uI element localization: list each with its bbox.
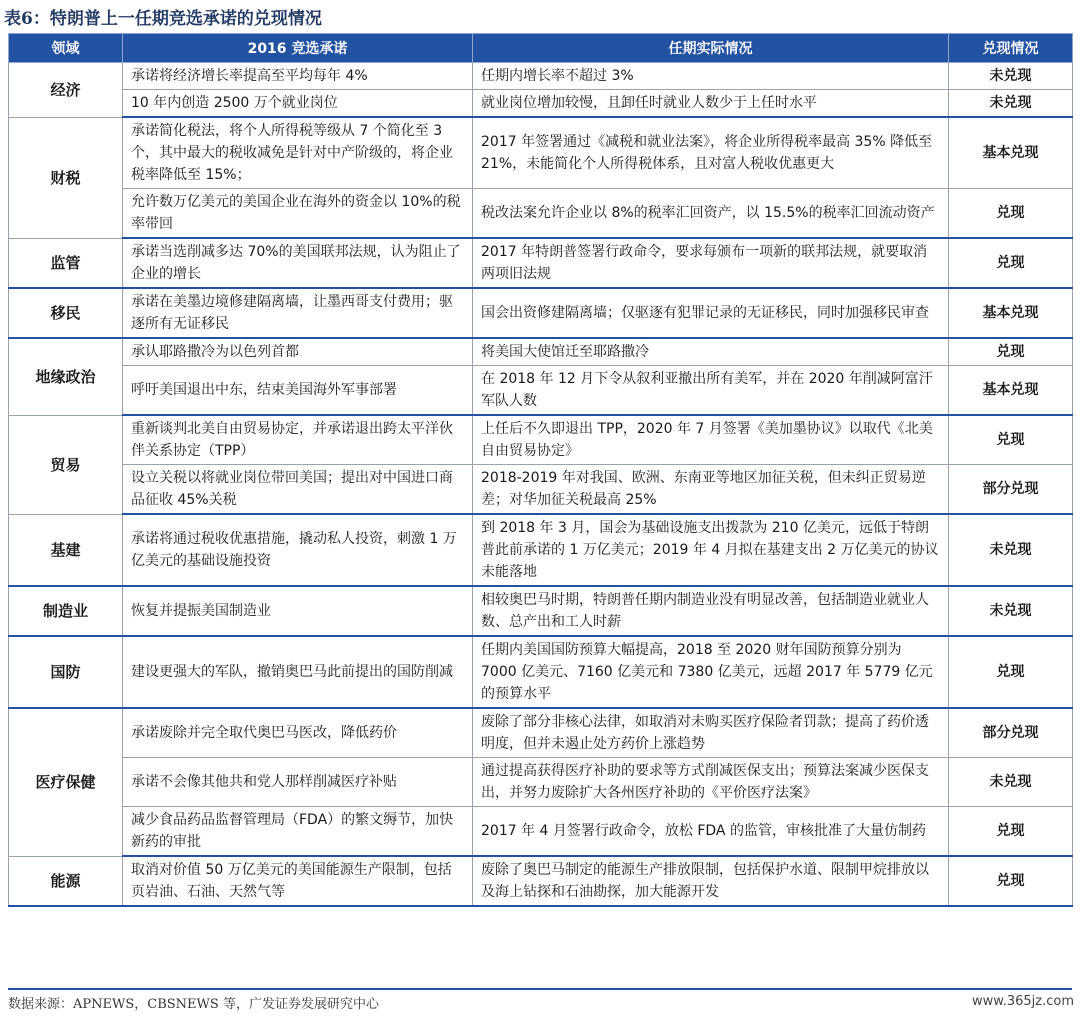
actual-cell: 2017 年 4 月签署行政命令，放松 FDA 的监管，审核批准了大量仿制药 (473, 807, 949, 857)
bottom-rule (8, 988, 1072, 990)
actual-cell: 废除了部分非核心法律，如取消对未购买医疗保险者罚款；提高了药价透明度，但并未遏止处方药价上涨趋势 (473, 708, 949, 758)
actual-cell: 到 2018 年 3 月，国会为基础设施支出拨款为 210 亿美元，远低于特朗普此前承诺的 1 万亿美元；2019 年 4 月拟在基建支出 2 万亿美元的协议未能落地 (473, 514, 949, 586)
table-row (9, 807, 1073, 857)
actual-cell: 就业岗位增加较慢，且卸任时就业人数少于上任时水平 (473, 90, 949, 118)
status-cell: 兑现 (949, 338, 1073, 366)
status-cell: 未兑现 (949, 586, 1073, 636)
header-status: 兑现情况 (949, 34, 1073, 63)
table-row (9, 586, 1073, 636)
domain-cell: 监管 (9, 238, 123, 288)
promise-cell: 呼吁美国退出中东，结束美国海外军事部署 (123, 366, 473, 416)
table-row (9, 465, 1073, 515)
domain-cell: 基建 (9, 514, 123, 586)
header-actual: 任期实际情况 (473, 34, 949, 63)
actual-cell: 任期内增长率不超过 3% (473, 63, 949, 90)
domain-cell: 国防 (9, 636, 123, 708)
promise-cell: 承认耶路撒冷为以色列首都 (123, 338, 473, 366)
table-row (9, 758, 1073, 807)
actual-cell: 2017 年特朗普签署行政命令，要求每颁布一项新的联邦法规，就要取消两项旧法规 (473, 238, 949, 288)
status-cell: 兑现 (949, 807, 1073, 857)
actual-cell: 2018-2019 年对我国、欧洲、东南亚等地区加征关税，但未纠正贸易逆差；对华加征关税最高 25% (473, 465, 949, 515)
status-cell: 基本兑现 (949, 366, 1073, 416)
promise-cell: 承诺简化税法，将个人所得税等级从 7 个简化至 3 个，其中最大的税收减免是针对中产阶级的，将企业税率降低至 15%； (123, 117, 473, 189)
status-cell: 兑现 (949, 189, 1073, 239)
promise-cell: 承诺不会像其他共和党人那样削减医疗补贴 (123, 758, 473, 807)
table-header-row (9, 34, 1073, 63)
table-row (9, 117, 1073, 189)
actual-cell: 在 2018 年 12 月下令从叙利亚撤出所有美军，并在 2020 年削减阿富汗军队人数 (473, 366, 949, 416)
status-cell: 兑现 (949, 636, 1073, 708)
actual-cell: 国会出资修建隔离墙；仅驱逐有犯罪记录的无证移民，同时加强移民审查 (473, 288, 949, 338)
table-title: 表6：特朗普上一任期竞选承诺的兑现情况 (4, 9, 322, 29)
status-cell: 未兑现 (949, 90, 1073, 118)
table-row (9, 636, 1073, 708)
source-note: 数据来源：APNEWS，CBSNEWS 等，广发证券发展研究中心 (8, 997, 379, 1012)
promise-cell: 10 年内创造 2500 万个就业岗位 (123, 90, 473, 118)
promise-cell: 承诺将经济增长率提高至平均每年 4% (123, 63, 473, 90)
domain-cell: 移民 (9, 288, 123, 338)
promise-cell: 取消对价值 50 万亿美元的美国能源生产限制，包括页岩油、石油、天然气等 (123, 856, 473, 906)
actual-cell: 相较奥巴马时期，特朗普任期内制造业没有明显改善，包括制造业就业人数、总产出和工人时薪 (473, 586, 949, 636)
commitment-table (8, 33, 1073, 907)
table-body (9, 63, 1073, 907)
status-cell: 兑现 (949, 238, 1073, 288)
domain-cell: 财税 (9, 117, 123, 238)
status-cell: 部分兑现 (949, 708, 1073, 758)
status-cell: 未兑现 (949, 514, 1073, 586)
actual-cell: 税改法案允许企业以 8%的税率汇回资产，以 15.5%的税率汇回流动资产 (473, 189, 949, 239)
domain-cell: 能源 (9, 856, 123, 906)
promise-cell: 恢复并提振美国制造业 (123, 586, 473, 636)
actual-cell: 通过提高获得医疗补助的要求等方式削减医保支出；预算法案减少医保支出，并努力废除扩大各州医疗补助的《平价医疗法案》 (473, 758, 949, 807)
actual-cell: 废除了奥巴马制定的能源生产排放限制，包括保护水道、限制甲烷排放以及海上钻探和石油勘探，加大能源开发 (473, 856, 949, 906)
domain-cell: 制造业 (9, 586, 123, 636)
domain-cell: 贸易 (9, 415, 123, 514)
actual-cell: 上任后不久即退出 TPP，2020 年 7 月签署《美加墨协议》以取代《北美自由贸易协定》 (473, 415, 949, 465)
status-cell: 基本兑现 (949, 117, 1073, 189)
domain-cell: 地缘政治 (9, 338, 123, 415)
table-row (9, 90, 1073, 118)
actual-cell: 将美国大使馆迁至耶路撒冷 (473, 338, 949, 366)
table-row (9, 338, 1073, 366)
status-cell: 部分兑现 (949, 465, 1073, 515)
table-row (9, 288, 1073, 338)
table-row (9, 63, 1073, 90)
promise-cell: 重新谈判北美自由贸易协定，并承诺退出跨太平洋伙伴关系协定（TPP） (123, 415, 473, 465)
promise-cell: 减少食品药品监督管理局（FDA）的繁文缛节，加快新药的审批 (123, 807, 473, 857)
table-row (9, 238, 1073, 288)
watermark-text: www.365jz.com (972, 994, 1074, 1009)
header-domain: 领域 (9, 34, 123, 63)
domain-cell: 医疗保健 (9, 708, 123, 856)
commitment-table-container (8, 33, 1072, 907)
status-cell: 基本兑现 (949, 288, 1073, 338)
promise-cell: 承诺当选削减多达 70%的美国联邦法规，认为阻止了企业的增长 (123, 238, 473, 288)
status-cell: 未兑现 (949, 63, 1073, 90)
promise-cell: 承诺在美墨边境修建隔离墙，让墨西哥支付费用；驱逐所有无证移民 (123, 288, 473, 338)
table-row (9, 189, 1073, 239)
status-cell: 兑现 (949, 415, 1073, 465)
status-cell: 兑现 (949, 856, 1073, 906)
table-row (9, 514, 1073, 586)
header-promise: 2016 竞选承诺 (123, 34, 473, 63)
table-row (9, 366, 1073, 416)
table-row (9, 856, 1073, 906)
promise-cell: 承诺废除并完全取代奥巴马医改，降低药价 (123, 708, 473, 758)
table-row (9, 708, 1073, 758)
actual-cell: 任期内美国国防预算大幅提高，2018 至 2020 财年国防预算分别为 7000 亿美元、7160 亿美元和 7380 亿美元，远超 2017 年 5779 亿元的预算水平 (473, 636, 949, 708)
promise-cell: 允许数万亿美元的美国企业在海外的资金以 10%的税率带回 (123, 189, 473, 239)
promise-cell: 承诺将通过税收优惠措施，撬动私人投资，刺激 1 万亿美元的基础设施投资 (123, 514, 473, 586)
table-row (9, 415, 1073, 465)
promise-cell: 设立关税以将就业岗位带回美国；提出对中国进口商品征收 45%关税 (123, 465, 473, 515)
promise-cell: 建设更强大的军队，撤销奥巴马此前提出的国防削减 (123, 636, 473, 708)
actual-cell: 2017 年签署通过《减税和就业法案》，将企业所得税率最高 35% 降低至 21%，未能简化个人所得税体系，且对富人税收优惠更大 (473, 117, 949, 189)
status-cell: 未兑现 (949, 758, 1073, 807)
domain-cell: 经济 (9, 63, 123, 118)
